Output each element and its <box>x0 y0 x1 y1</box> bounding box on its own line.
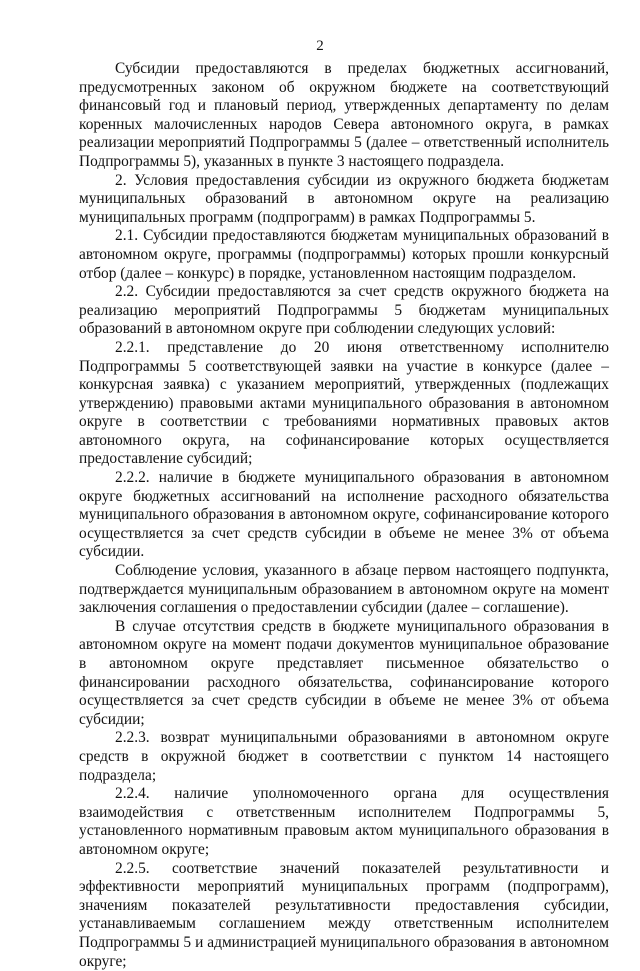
page-number: 2 <box>316 38 324 54</box>
paragraph-2-2-4: 2.2.4. наличие уполномоченного органа для осуществления взаимодействия с ответственным исполнителем Подпрограммы 5, установленного нормативным правовым актом муниципального образования в автономном округе; <box>79 785 609 858</box>
paragraph-2-2-2: 2.2.2. наличие в бюджете муниципального образования в автономном округе бюджетных ассигнований на исполнение расходного обязательства муниципального образования в автономном округе, софинансирование которого осуществляется за счет средств субсидии в объеме не менее 3% от объема субсидии. <box>79 469 609 561</box>
paragraph-2-conditions: 2. Условия предоставления субсидии из окружного бюджета бюджетам муниципальных образований в автономном округе на реализацию муниципальных программ (подпрограмм) в рамках Подпрограммы 5. <box>79 171 609 226</box>
paragraph-subsidies-intro: Субсидии предоставляются в пределах бюджетных ассигнований, предусмотренных законом об окружном бюджете на соответствующий финансовый год и плановый период, утвержденных департаменту по делам коренных малочисленных народов Севера автономного округа, в рамках реализации мероприятий Подпрограммы 5 (далее – ответственный исполнитель Подпрограммы 5), указанных в пункте 3 настоящего подраздела. <box>79 60 609 170</box>
paragraph-2-2: 2.2. Субсидии предоставляются за счет средств окружного бюджета на реализацию мероприятий Подпрограммы 5 бюджетам муниципальных образований в автономном округе при соблюдении следующих условий: <box>79 283 609 338</box>
paragraph-compliance: Соблюдение условия, указанного в абзаце первом настоящего подпункта, подтверждается муниципальным образованием в автономном округе на момент заключения соглашения о предоставлении субсидии (далее – соглашение). <box>79 562 609 617</box>
paragraph-2-2-5: 2.2.5. соответствие значений показателей результативности и эффективности мероприятий муниципальных программ (подпрограмм), значениям показателей результативности предоставления субсидии, устанавливаемым соглашением между ответственным исполнителем Подпрограммы 5 и администрацией муниципального образования в автономном округе; <box>79 859 609 970</box>
paragraph-2-1: 2.1. Субсидии предоставляются бюджетам муниципальных образований в автономном округе, программы (подпрограммы) которых прошли конкурсный отбор (далее – конкурс) в порядке, установленном настоящим подразделом. <box>79 227 609 282</box>
paragraph-2-2-3: 2.2.3. возврат муниципальными образованиями в автономном округе средств в окружной бюджет в соответствии с пунктом 14 настоящего подраздела; <box>79 729 609 784</box>
document-body <box>79 60 609 971</box>
paragraph-absence-of-funds: В случае отсутствия средств в бюджете муниципального образования в автономном округе на момент подачи документов муниципальное образование в автономном округе представляет письменное обязательство о финансировании расходного обязательства, софинансирование которого осуществляется за счет средств субсидии в объеме не менее 3% от объема субсидии; <box>79 617 609 728</box>
paragraph-2-2-1: 2.2.1. представление до 20 июня ответственному исполнителю Подпрограммы 5 соответствующей заявки на участие в конкурсе (далее – конкурсная заявка) с указанием мероприятий, утвержденных (подлежащих утверждению) правовыми актами муниципального образования в автономном округе в соответствии с требованиями нормативных правовых актов автономного округа, на софинансирование которых осуществляется предоставление субсидий; <box>79 338 609 468</box>
